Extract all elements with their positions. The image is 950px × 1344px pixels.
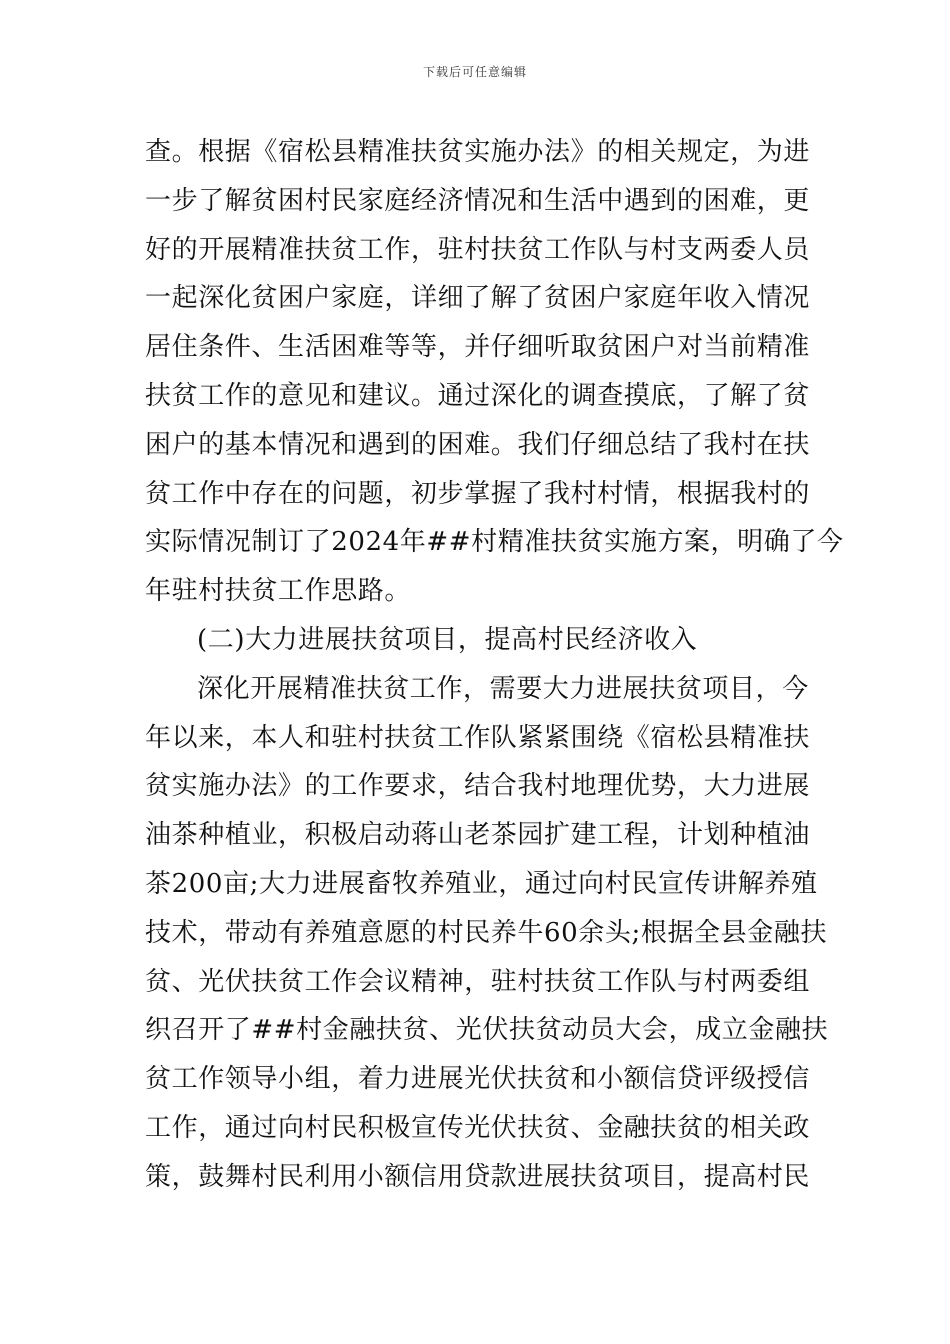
text-line: 贫工作中存在的问题，初步掌握了我村村情，根据我村的: [145, 478, 811, 509]
text-line: 织召开了##村金融扶贫、光伏扶贫动员大会，成立金融扶: [145, 1015, 829, 1046]
page-header: 下载后可任意编辑: [422, 65, 527, 79]
paragraph: [145, 128, 844, 616]
text-line: 实际情况制订了2024年##村精准扶贫实施方案，明确了今: [145, 527, 844, 558]
text-line: 技术，带动有养殖意愿的村民养牛60余头;根据全县金融扶: [145, 917, 828, 948]
text-line: 查。根据《宿松县精准扶贫实施办法》的相关规定，为进: [145, 137, 811, 167]
text-line: 贫实施办法》的工作要求，结合我村地理优势，大力进展: [145, 771, 811, 802]
text-line: 扶贫工作的意见和建议。通过深化的调查摸底，了解了贫: [145, 380, 811, 411]
text-line: 工作，通过向村民积极宣传光伏扶贫、金融扶贫的相关政: [145, 1112, 811, 1143]
text-line: 一起深化贫困户家庭，详细了解了贫困户家庭年收入情况: [145, 283, 811, 314]
text-line: 深化开展精准扶贫工作，需要大力进展扶贫项目，今: [197, 673, 809, 704]
document-body: [145, 128, 844, 1202]
text-line: 一步了解贫困村民家庭经济情况和生活中遇到的困难，更: [145, 185, 811, 216]
text-line: 年驻村扶贫工作思路。: [145, 576, 412, 607]
text-line: 贫工作领导小组，着力进展光伏扶贫和小额信贷评级授信: [145, 1064, 811, 1095]
section-heading: (二)大力进展扶贫项目，提高村民经济收入: [197, 624, 698, 655]
text-line: 好的开展精准扶贫工作，驻村扶贫工作队与村支两委人员: [145, 234, 811, 265]
text-line: 油茶种植业，积极启动蒋山老茶园扩建工程，计划种植油: [145, 820, 811, 851]
text-line: 困户的基本情况和遇到的困难。我们仔细总结了我村在扶: [145, 429, 811, 460]
text-line: 茶200亩;大力进展畜牧养殖业，通过向村民宣传讲解养殖: [145, 868, 818, 899]
text-line: 贫、光伏扶贫工作会议精神，驻村扶贫工作队与村两委组: [145, 966, 811, 997]
text-line: 策，鼓舞村民利用小额信用贷款进展扶贫项目，提高村民: [145, 1161, 811, 1192]
paragraph: [145, 665, 829, 1202]
text-line: 年以来，本人和驻村扶贫工作队紧紧围绕《宿松县精准扶: [145, 722, 811, 753]
text-line: 居住条件、生活困难等等，并仔细听取贫困户对当前精准: [145, 332, 811, 363]
